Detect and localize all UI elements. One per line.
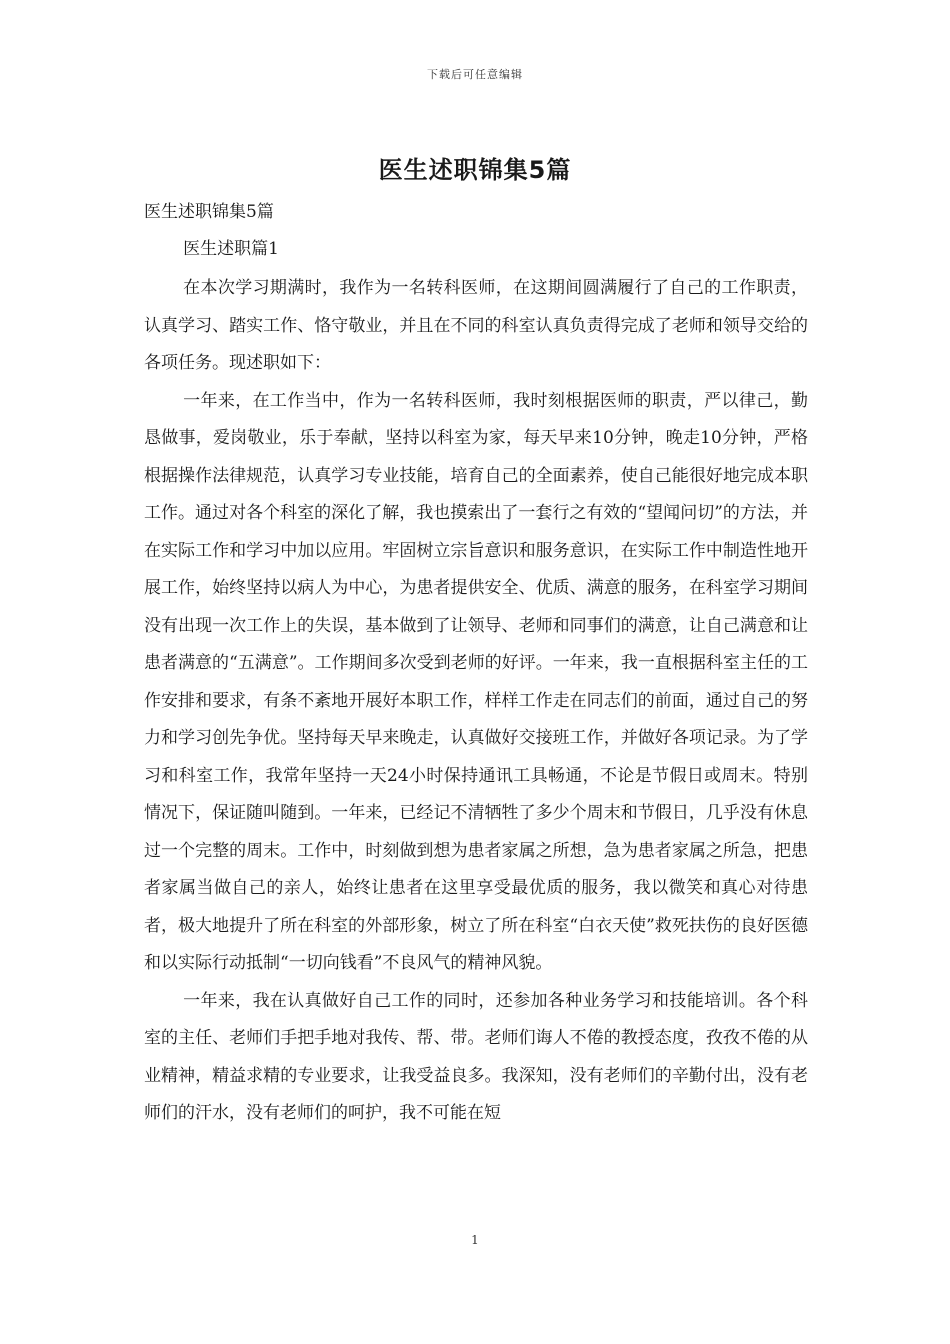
paragraph-1: 在本次学习期满时，我作为一名转科医师，在这期间圆满履行了自己的工作职责，认真学习、踏实工作、恪守敬业，并且在不同的科室认真负责得完成了老师和领导交给的各项任务。现述职如下： — [144, 278, 808, 373]
section-heading: 医生述职篇1 — [183, 239, 279, 259]
page-header: 下载后可任意编辑 — [427, 68, 523, 81]
document-title: 医生述职锦集5篇 — [378, 156, 572, 184]
document-body — [144, 198, 808, 1133]
paragraph-2: 一年来，在工作当中，作为一名转科医师，我时刻根据医师的职责，严以律己，勤恳做事，爱岗敬业，乐于奉献，坚持以科室为家，每天早来10分钟，晚走10分钟，严格根据操作法律规范，认真学习专业技能，培育自己的全面素养，使自己能很好地完成本职工作。通过对各个科室的深化了解，我也摸索出了一套行之有效的“望闻问切”的方法，并在实际工作和学习中加以应用。牢固树立宗旨意识和服务意识，在实际工作中制造性地开展工作，始终坚持以病人为中心，为患者提供安全、优质、满意的服务，在科室学习期间没有出现一次工作上的失误，基本做到了让领导、老师和同事们的满意，让自己满意和让患者满意的“五满意”。工作期间多次受到老师的好评。一年来，我一直根据科室主任的工作安排和要求，有条不紊地开展好本职工作，样样工作走在同志们的前面，通过自己的努力和学习创先争优。坚持每天早来晚走，认真做好交接班工作，并做好各项记录。为了学习和科室工作，我常年坚持一天24小时保持通讯工具畅通，不论是节假日或周末。特别情况下，保证随叫随到。一年来，已经记不清牺牲了多少个周末和节假日，几乎没有休息过一个完整的周末。工作中，时刻做到想为患者家属之所想，急为患者家属之所急，把患者家属当做自己的亲人，始终让患者在这里享受最优质的服务，我以微笑和真心对待患者，极大地提升了所在科室的外部形象，树立了所在科室“白衣天使”救死扶伤的良好医德和以实际行动抵制“一切向钱看”不良风气的精神风貌。 — [144, 390, 808, 973]
document-subtitle: 医生述职锦集5篇 — [144, 202, 274, 222]
page-number: 1 — [471, 1233, 479, 1247]
paragraph-3: 一年来，我在认真做好自己工作的同时，还参加各种业务学习和技能培训。各个科室的主任、老师们手把手地对我传、帮、带。老师们诲人不倦的教授态度，孜孜不倦的从业精神，精益求精的专业要求，让我受益良多。我深知，没有老师们的辛勤付出，没有老师们的汗水，没有老师们的呵护，我不可能在短 — [144, 990, 808, 1123]
